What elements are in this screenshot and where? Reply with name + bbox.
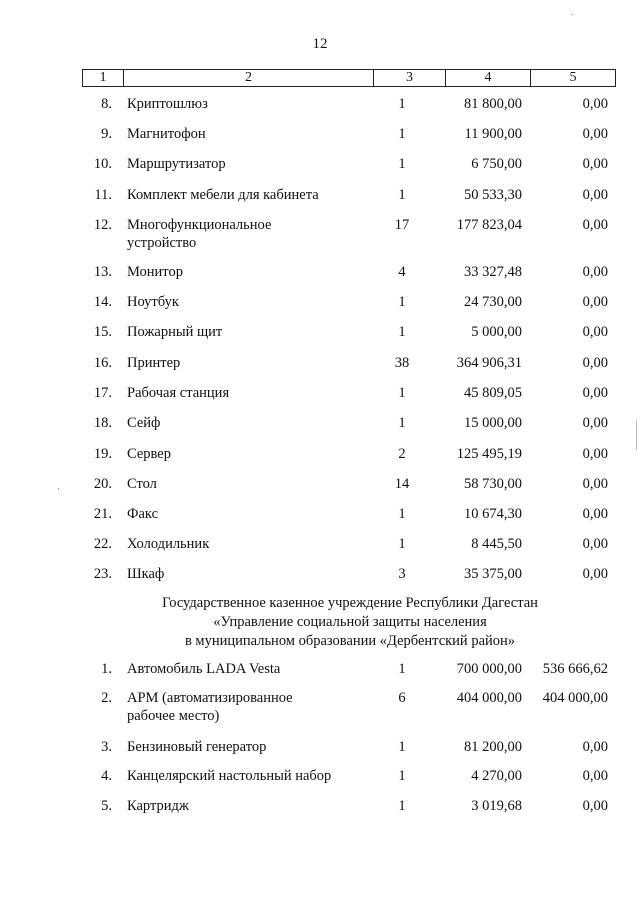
item-name: Автомобиль LADA Vesta bbox=[127, 661, 281, 677]
scan-speck bbox=[572, 14, 573, 15]
row-number: 1. bbox=[101, 661, 112, 677]
row-number: 9. bbox=[101, 126, 112, 142]
row-number: 10. bbox=[93, 156, 112, 172]
row-number: 8. bbox=[101, 96, 112, 112]
item-cost: 10 674,30 bbox=[464, 506, 522, 522]
item-residual-value: 0,00 bbox=[582, 415, 608, 431]
item-name: Факс bbox=[127, 506, 159, 522]
item-quantity: 1 bbox=[398, 661, 406, 677]
scan-speck bbox=[58, 488, 59, 489]
row-number: 15. bbox=[93, 324, 112, 340]
item-quantity: 14 bbox=[394, 476, 410, 492]
item-cost: 4 270,00 bbox=[471, 768, 522, 784]
item-quantity: 4 bbox=[398, 264, 406, 280]
item-quantity: 3 bbox=[398, 566, 406, 582]
item-cost: 24 730,00 bbox=[464, 294, 522, 310]
item-name: Холодильник bbox=[127, 536, 210, 552]
item-name: Шкаф bbox=[127, 566, 165, 582]
item-name: Принтер bbox=[127, 355, 181, 371]
item-residual-value: 0,00 bbox=[582, 536, 608, 552]
item-cost: 177 823,04 bbox=[456, 217, 522, 233]
item-cost: 35 375,00 bbox=[464, 566, 522, 582]
row-number: 17. bbox=[93, 385, 112, 401]
item-quantity: 6 bbox=[398, 690, 406, 706]
row-number: 20. bbox=[93, 476, 112, 492]
item-cost: 81 800,00 bbox=[464, 96, 522, 112]
row-number: 22. bbox=[93, 536, 112, 552]
row-number: 11. bbox=[94, 187, 112, 203]
item-name: АРМ (автоматизированное рабочее место) bbox=[127, 690, 293, 724]
section-title: Государственное казенное учреждение Республики Дагестан «Управление социальной защиты населения в муниципальном образовании «Дербентский район» bbox=[162, 595, 538, 649]
header-col-2: 2 bbox=[123, 70, 373, 86]
item-residual-value: 0,00 bbox=[582, 126, 608, 142]
header-col-1: 1 bbox=[99, 70, 107, 85]
scan-edge-mark bbox=[636, 420, 637, 450]
item-name: Сервер bbox=[127, 446, 171, 462]
item-quantity: 1 bbox=[398, 415, 406, 431]
item-quantity: 1 bbox=[398, 156, 406, 172]
item-cost: 81 200,00 bbox=[464, 739, 522, 755]
item-cost: 700 000,00 bbox=[456, 661, 522, 677]
row-number: 19. bbox=[93, 446, 112, 462]
item-quantity: 1 bbox=[398, 96, 406, 112]
item-cost: 58 730,00 bbox=[464, 476, 522, 492]
item-name: Магнитофон bbox=[127, 126, 206, 142]
row-number: 23. bbox=[93, 566, 112, 582]
item-quantity: 1 bbox=[398, 798, 406, 814]
item-residual-value: 0,00 bbox=[582, 768, 608, 784]
header-col-3: 3 bbox=[373, 70, 445, 86]
item-residual-value: 0,00 bbox=[582, 476, 608, 492]
item-quantity: 1 bbox=[398, 385, 406, 401]
row-number: 3. bbox=[101, 739, 112, 755]
item-residual-value: 404 000,00 bbox=[542, 690, 608, 706]
item-name: Рабочая станция bbox=[127, 385, 230, 401]
item-name: Картридж bbox=[127, 798, 189, 814]
item-name: Многофункциональное устройство bbox=[127, 217, 272, 251]
row-number: 18. bbox=[93, 415, 112, 431]
item-quantity: 38 bbox=[394, 355, 410, 371]
item-residual-value: 0,00 bbox=[582, 156, 608, 172]
item-quantity: 1 bbox=[398, 536, 406, 552]
item-residual-value: 0,00 bbox=[582, 187, 608, 203]
item-cost: 50 533,30 bbox=[464, 187, 522, 203]
page-number: 12 bbox=[312, 36, 328, 52]
item-cost: 3 019,68 bbox=[471, 798, 522, 814]
item-name: Комплект мебели для кабинета bbox=[127, 187, 319, 203]
item-cost: 6 750,00 bbox=[471, 156, 522, 172]
item-cost: 8 445,50 bbox=[471, 536, 522, 552]
row-number: 12. bbox=[93, 217, 112, 233]
item-residual-value: 536 666,62 bbox=[542, 661, 608, 677]
item-cost: 15 000,00 bbox=[464, 415, 522, 431]
item-residual-value: 0,00 bbox=[582, 264, 608, 280]
item-name: Стол bbox=[127, 476, 157, 492]
row-number: 21. bbox=[93, 506, 112, 522]
item-cost: 404 000,00 bbox=[456, 690, 522, 706]
item-name: Сейф bbox=[127, 415, 161, 431]
item-quantity: 2 bbox=[398, 446, 406, 462]
item-residual-value: 0,00 bbox=[582, 96, 608, 112]
row-number: 5. bbox=[101, 798, 112, 814]
item-residual-value: 0,00 bbox=[582, 566, 608, 582]
item-cost: 5 000,00 bbox=[471, 324, 522, 340]
item-cost: 364 906,31 bbox=[456, 355, 522, 371]
item-cost: 125 495,19 bbox=[456, 446, 522, 462]
row-number: 2. bbox=[101, 690, 112, 706]
item-residual-value: 0,00 bbox=[582, 324, 608, 340]
table-header bbox=[82, 69, 616, 87]
item-cost: 11 900,00 bbox=[464, 126, 522, 142]
row-number: 14. bbox=[93, 294, 112, 310]
item-name: Бензиновый генератор bbox=[127, 739, 267, 755]
item-residual-value: 0,00 bbox=[582, 739, 608, 755]
item-quantity: 1 bbox=[398, 126, 406, 142]
item-quantity: 1 bbox=[398, 187, 406, 203]
item-quantity: 1 bbox=[398, 294, 406, 310]
item-name: Канцелярский настольный набор bbox=[127, 768, 332, 784]
item-name: Ноутбук bbox=[127, 294, 179, 310]
item-residual-value: 0,00 bbox=[582, 294, 608, 310]
header-col-5: 5 bbox=[530, 70, 615, 86]
item-residual-value: 0,00 bbox=[582, 355, 608, 371]
item-cost: 33 327,48 bbox=[464, 264, 522, 280]
item-quantity: 17 bbox=[394, 217, 410, 233]
item-name: Маршрутизатор bbox=[127, 156, 226, 172]
item-residual-value: 0,00 bbox=[582, 446, 608, 462]
row-number: 16. bbox=[93, 355, 112, 371]
item-residual-value: 0,00 bbox=[582, 506, 608, 522]
item-residual-value: 0,00 bbox=[582, 217, 608, 233]
item-name: Криптошлюз bbox=[127, 96, 208, 112]
item-quantity: 1 bbox=[398, 768, 406, 784]
item-quantity: 1 bbox=[398, 506, 406, 522]
item-cost: 45 809,05 bbox=[464, 385, 522, 401]
item-residual-value: 0,00 bbox=[582, 385, 608, 401]
item-name: Монитор bbox=[127, 264, 183, 280]
item-quantity: 1 bbox=[398, 324, 406, 340]
item-name: Пожарный щит bbox=[127, 324, 223, 340]
item-residual-value: 0,00 bbox=[582, 798, 608, 814]
row-number: 4. bbox=[101, 768, 112, 784]
row-number: 13. bbox=[93, 264, 112, 280]
item-quantity: 1 bbox=[398, 739, 406, 755]
header-col-4: 4 bbox=[445, 70, 530, 86]
